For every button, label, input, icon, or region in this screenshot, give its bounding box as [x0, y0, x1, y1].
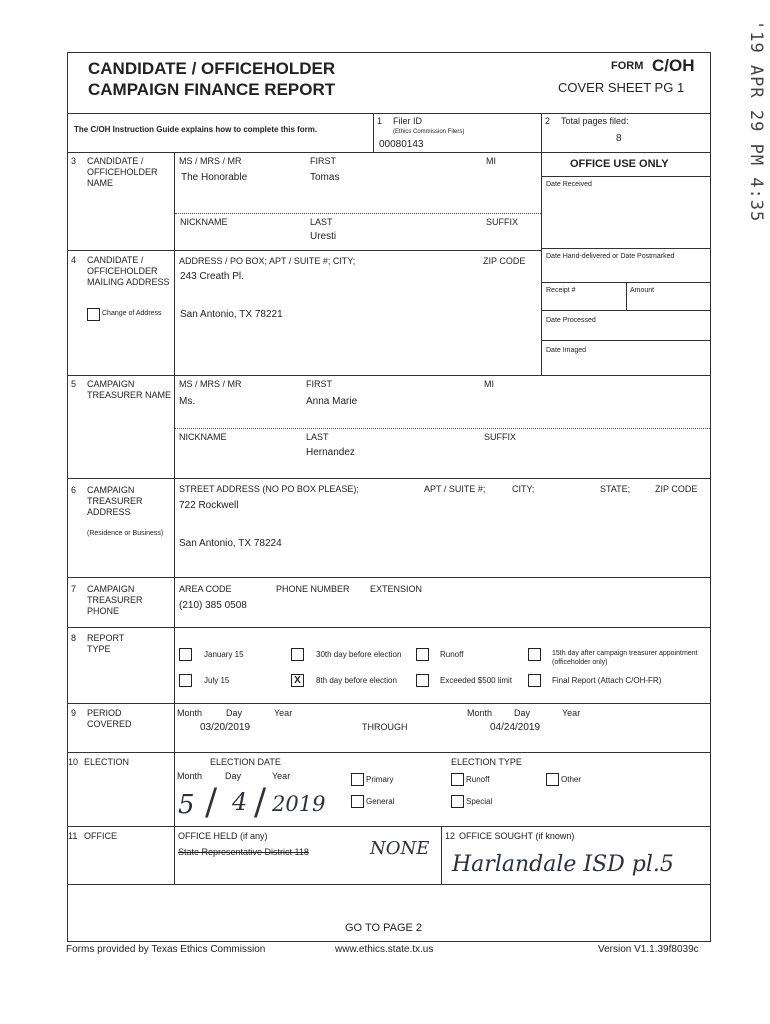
report-8day-checkbox[interactable]: X [291, 674, 304, 687]
divider-752 [67, 752, 711, 753]
filer-sublabel: (Ethics Commission Filers) [393, 129, 465, 135]
s6-zip-label: ZIP CODE [655, 484, 698, 494]
election-general-label: General [366, 797, 395, 806]
s7-ext-label: EXTENSION [370, 584, 423, 594]
s4-addr1[interactable]: 243 Creath Pl. [180, 271, 244, 282]
form-title-line1: CANDIDATE / OFFICEHOLDER [88, 59, 336, 78]
filer-id-value[interactable]: 00080143 [379, 139, 424, 150]
s12-label: OFFICE SOUGHT (if known) [459, 831, 575, 841]
report-final-checkbox[interactable] [528, 674, 541, 687]
s10-slash-1: / [205, 782, 218, 823]
s5-last-label: LAST [306, 432, 329, 442]
footer-url[interactable]: www.ethics.state.tx.us [335, 944, 434, 955]
received-date-stamp: '19 APR 29 PM 4:35 [746, 20, 766, 223]
s3-last-value[interactable]: Uresti [310, 231, 337, 242]
office-use-vrule [626, 282, 627, 310]
s9-label: PERIOD COVERED [87, 708, 132, 729]
report-jul15-checkbox[interactable] [179, 674, 192, 687]
s10-month-label: Month [177, 771, 203, 781]
change-of-address-checkbox[interactable] [87, 308, 100, 321]
date-hand-label: Date Hand-delivered or Date Postmarked [546, 253, 675, 260]
s9-from-day-label: Day [226, 708, 243, 718]
s3-first-value[interactable]: Tomas [310, 172, 340, 183]
s6-apt-label: APT / SUITE #; [424, 484, 486, 494]
s3-last-label: LAST [310, 217, 333, 227]
office-use-rule4 [541, 310, 711, 311]
s3-first-label: FIRST [310, 156, 336, 166]
s6-addr2[interactable]: San Antonio, TX 78224 [179, 538, 282, 549]
s6-num: 6 [71, 485, 77, 495]
s9-to-month-label: Month [467, 708, 493, 718]
s6-sub: (Residence or Business) [87, 530, 164, 537]
s7-num: 7 [71, 584, 77, 594]
divider-478 [67, 478, 711, 479]
frame-left [67, 52, 68, 942]
office-use-title: OFFICE USE ONLY [570, 158, 669, 170]
divider-826 [67, 826, 711, 827]
divider-703 [67, 703, 711, 704]
s5-first-label: FIRST [306, 379, 332, 389]
pages-label: Total pages filed: [561, 116, 629, 126]
s6-city-label: CITY; [512, 484, 535, 494]
report-30day-label: 30th day before election [316, 650, 402, 659]
label-column-rule [174, 152, 175, 884]
divider-577 [67, 577, 711, 578]
election-special-label: Special [466, 797, 493, 806]
s3-nick-label: NICKNAME [180, 217, 228, 227]
change-of-address-label: Change of Address [102, 310, 162, 317]
form-code: C/OH [652, 56, 695, 75]
office-use-rule5 [541, 340, 711, 341]
s9-num: 9 [71, 708, 77, 718]
s3-ms-label: MS / MRS / MR [179, 156, 242, 166]
s5-ms-value[interactable]: Ms. [179, 396, 196, 407]
s10-type-label: ELECTION TYPE [451, 757, 522, 767]
s4-addr2[interactable]: San Antonio, TX 78221 [180, 309, 283, 320]
election-other-checkbox[interactable] [546, 773, 559, 786]
s10-hand-month[interactable]: 5 [178, 790, 195, 820]
s4-num: 4 [71, 255, 77, 265]
amount-label: Amount [630, 287, 655, 294]
s5-suffix-label: SUFFIX [484, 432, 517, 442]
report-exceeded-label: Exceeded $500 limit [440, 676, 513, 685]
form-title-line2: CAMPAIGN FINANCE REPORT [88, 80, 336, 99]
s6-street-label: STREET ADDRESS (NO PO BOX PLEASE); [179, 484, 359, 494]
form-prefix: FORM [611, 60, 644, 72]
report-runoff-label: Runoff [440, 650, 464, 659]
s11-s12-divider [441, 826, 442, 884]
report-jul15-label: July 15 [204, 676, 230, 685]
s10-day-label: Day [225, 771, 242, 781]
s4-zip-label: ZIP CODE [483, 256, 526, 266]
office-use-left [541, 152, 542, 375]
s3-mi-label: MI [486, 156, 496, 166]
s3-label: CANDIDATE / OFFICEHOLDER NAME [87, 156, 158, 188]
go-to-page-2: GO TO PAGE 2 [345, 922, 423, 934]
pages-num: 2 [545, 116, 551, 126]
divider-250 [67, 250, 541, 251]
instruction-text: The C/OH Instruction Guide explains how to complete this form. [74, 125, 318, 134]
divider-627 [67, 627, 711, 628]
election-runoff-checkbox[interactable] [451, 773, 464, 786]
report-30day-checkbox[interactable] [291, 648, 304, 661]
s3-num: 3 [71, 156, 77, 166]
filer-divider [373, 113, 374, 153]
s9-from-value[interactable]: 03/20/2019 [200, 722, 251, 733]
frame-right [710, 52, 711, 942]
s10-label: ELECTION [84, 757, 130, 767]
election-primary-checkbox[interactable] [351, 773, 364, 786]
pages-value[interactable]: 8 [616, 133, 622, 144]
divider-152 [67, 152, 711, 153]
s5-last-value[interactable]: Hernandez [306, 447, 355, 458]
s8-label: REPORT TYPE [87, 633, 125, 654]
report-8day-label: 8th day before election [316, 676, 397, 685]
s3-dotted-rule [175, 213, 541, 214]
s7-phone-label: PHONE NUMBER [276, 584, 350, 594]
s7-area-label: AREA CODE [179, 584, 232, 594]
s9-to-day-label: Day [514, 708, 531, 718]
s5-nick-label: NICKNAME [179, 432, 227, 442]
s5-mi-label: MI [484, 379, 494, 389]
s9-through: THROUGH [362, 722, 408, 732]
date-received-label: Date Received [546, 181, 592, 188]
s5-label: CAMPAIGN TREASURER NAME [87, 379, 172, 400]
date-imaged-label: Date Imaged [546, 347, 587, 354]
report-jan15-label: January 15 [204, 650, 244, 659]
s10-hand-year[interactable]: 2019 [272, 792, 326, 816]
report-exceeded-checkbox[interactable] [416, 674, 429, 687]
office-use-rule [541, 176, 711, 177]
frame-bottom [67, 941, 711, 942]
divider-884 [67, 884, 711, 885]
report-runoff-checkbox[interactable] [416, 648, 429, 661]
s9-from-year-label: Year [274, 708, 293, 718]
s12-hand[interactable]: Harlandale ISD pl.5 [452, 852, 674, 877]
s4-addr-label: ADDRESS / PO BOX; APT / SUITE #; CITY; [179, 256, 356, 266]
s6-addr1[interactable]: 722 Rockwell [179, 500, 239, 511]
report-jan15-checkbox[interactable] [179, 648, 192, 661]
s3-suffix-label: SUFFIX [486, 217, 519, 227]
s9-from-month-label: Month [177, 708, 203, 718]
footer-provided: Forms provided by Texas Ethics Commission [66, 944, 266, 955]
s5-dotted-rule [175, 428, 710, 429]
election-other-label: Other [561, 775, 582, 784]
s9-to-value[interactable]: 04/24/2019 [490, 722, 541, 733]
election-general-checkbox[interactable] [351, 795, 364, 808]
s5-first-value[interactable]: Anna Marie [306, 396, 358, 407]
s11-held-hand[interactable]: NONE [370, 838, 430, 859]
cover-sheet-label: COVER SHEET PG 1 [558, 80, 685, 95]
s12-label-num: 12 [445, 831, 456, 841]
s3-ms-value[interactable]: The Honorable [181, 172, 248, 183]
header-divider [67, 113, 711, 114]
report-15th-checkbox[interactable] [528, 648, 541, 661]
date-processed-label: Date Processed [546, 317, 596, 324]
divider-375 [67, 375, 711, 376]
office-use-rule2 [541, 248, 711, 249]
s4-label: CANDIDATE / OFFICEHOLDER MAILING ADDRESS [87, 255, 170, 287]
s9-to-year-label: Year [562, 708, 581, 718]
report-final-label: Final Report (Attach C/OH-FR) [552, 676, 662, 685]
s11-held-label: OFFICE HELD (if any) [178, 831, 268, 841]
s11-num: 11 [68, 831, 78, 841]
s5-num: 5 [71, 379, 77, 389]
s7-label: CAMPAIGN TREASURER PHONE [87, 584, 143, 616]
s10-year-label: Year [272, 771, 291, 781]
s6-state-label: STATE; [600, 484, 631, 494]
s10-num: 10 [68, 757, 79, 767]
frame-top [67, 52, 711, 53]
s10-slash-2: / [254, 782, 267, 823]
election-primary-label: Primary [366, 775, 394, 784]
s8-num: 8 [71, 633, 77, 643]
footer-version: Version V1.1.39f8039c [598, 944, 699, 955]
s10-date-label: ELECTION DATE [210, 757, 281, 767]
election-special-checkbox[interactable] [451, 795, 464, 808]
s11-label: OFFICE [84, 831, 117, 841]
election-runoff-label: Runoff [466, 775, 490, 784]
filer-label: Filer ID [393, 116, 422, 126]
s7-phone-value[interactable]: (210) 385 0508 [179, 600, 247, 611]
filer-num: 1 [377, 116, 383, 126]
receipt-label: Receipt # [546, 287, 576, 294]
s10-hand-day[interactable]: 4 [232, 788, 248, 816]
report-15th-label: 15th day after campaign treasurer appointment (officeholder only) [552, 650, 698, 666]
s11-held-struck[interactable]: State Representative District 118 [178, 847, 309, 857]
s6-label: CAMPAIGN TREASURER ADDRESS [87, 485, 143, 517]
pages-divider [541, 113, 542, 153]
s5-ms-label: MS / MRS / MR [179, 379, 242, 389]
